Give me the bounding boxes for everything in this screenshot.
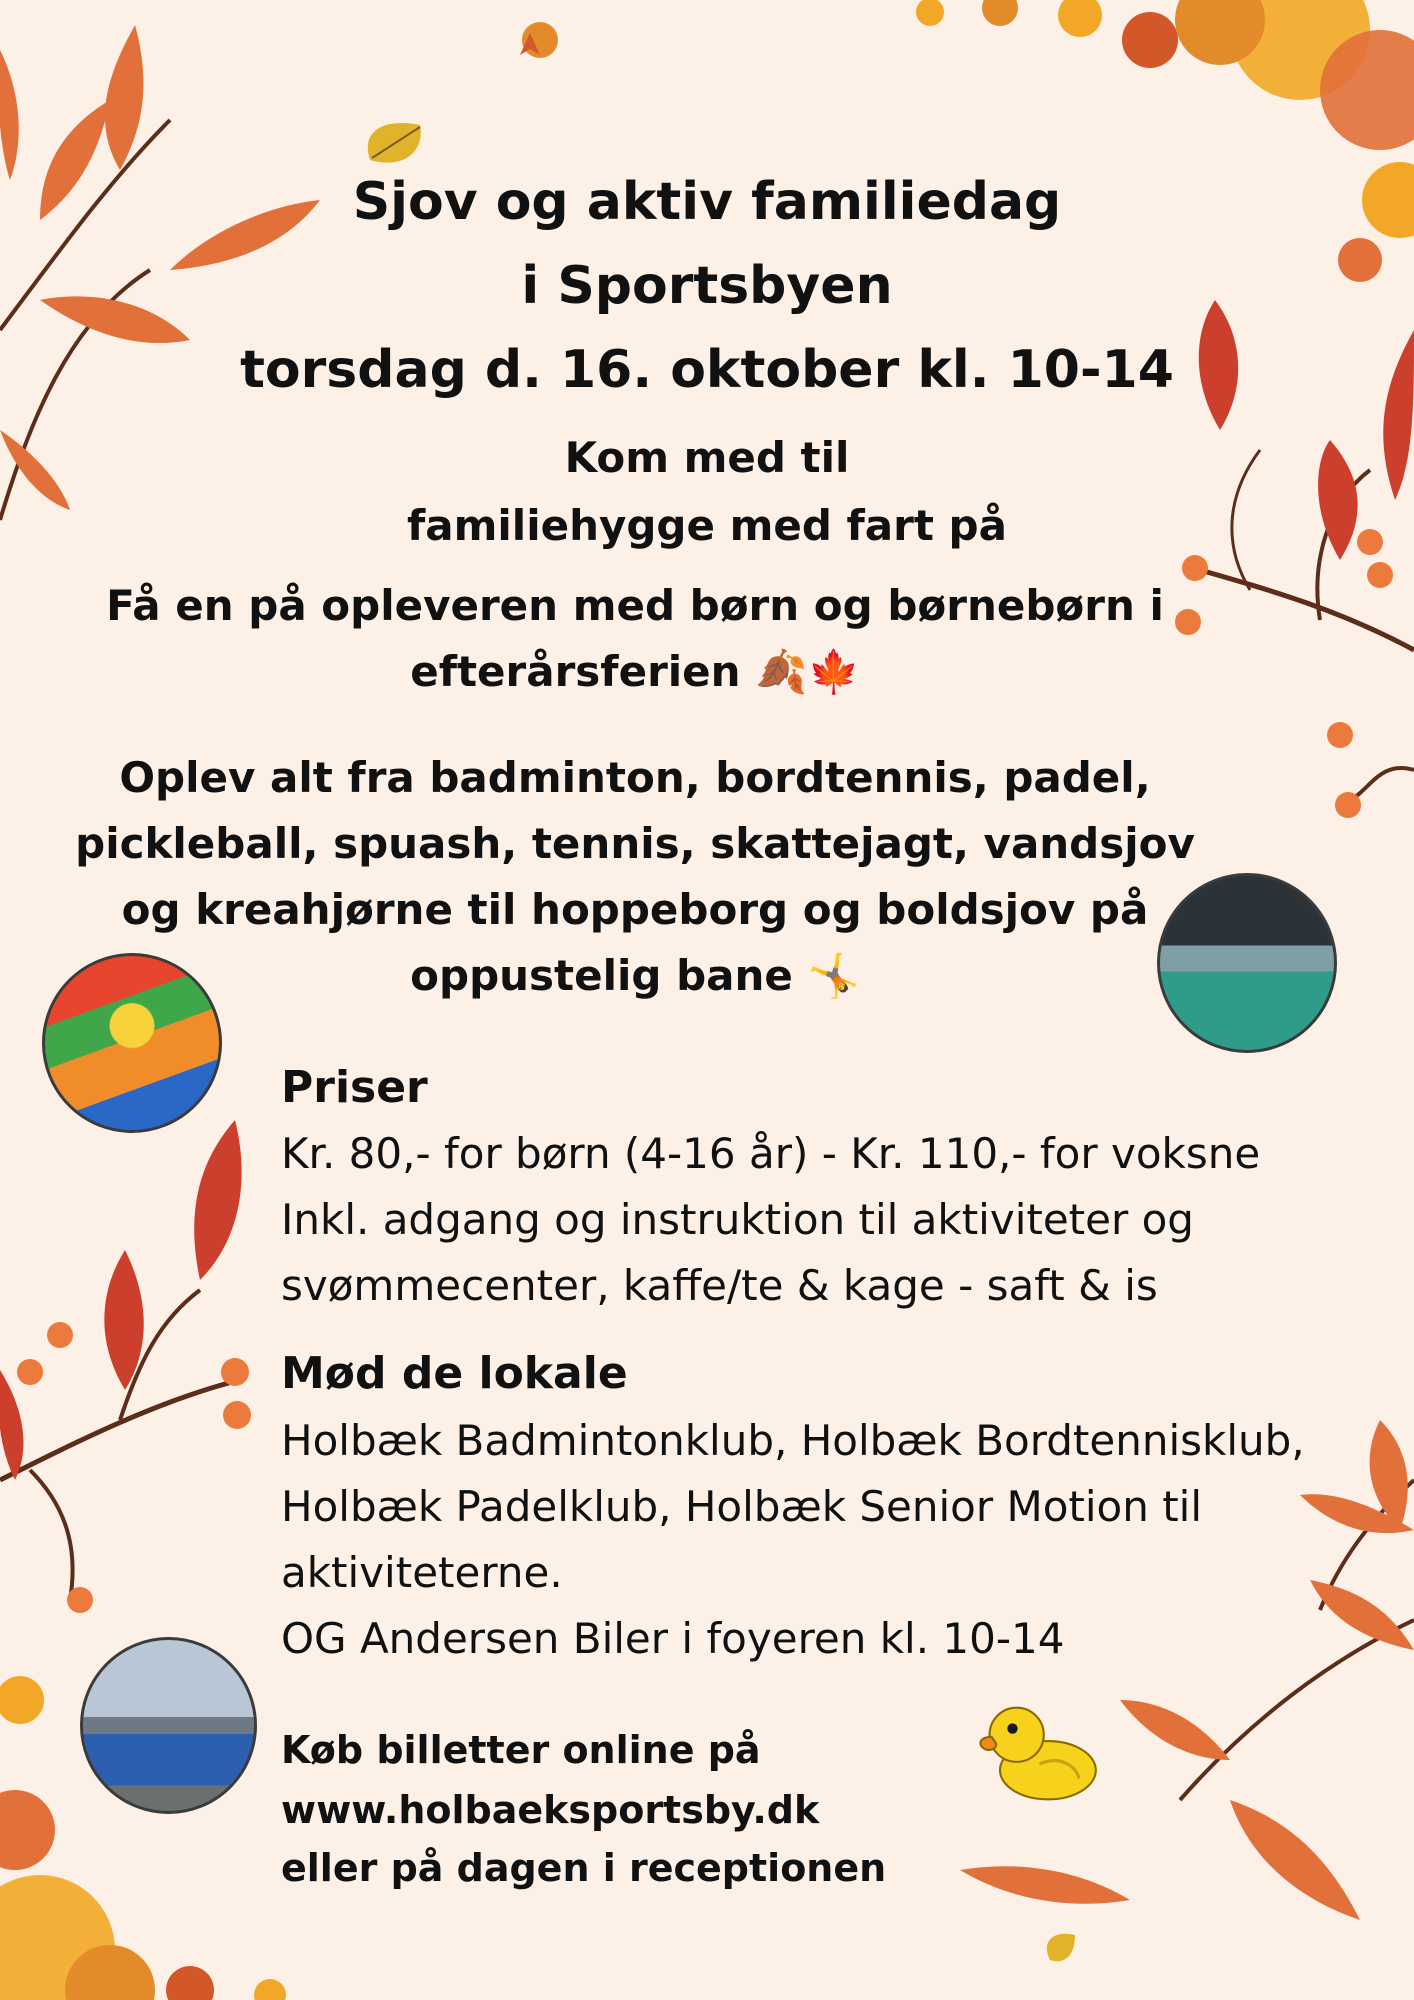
locals-line-1: Holbæk Badmintonklub, Holbæk Bordtennisklub, [281, 1416, 1305, 1465]
invite-line-4 [60, 638, 1210, 706]
locals-line-2: Holbæk Padelklub, Holbæk Senior Motion til [281, 1482, 1203, 1531]
activities-line-4-text: oppustelig bane [410, 951, 793, 1000]
invite-line-1: Kom med til [564, 433, 850, 482]
title-line-2: i Sportsbyen [521, 256, 893, 316]
invite-line-2: familiehygge med fart på [407, 501, 1007, 550]
gold-leaf [368, 123, 421, 163]
cartwheel-icon: 🤸 [807, 951, 860, 1000]
tickets-line-1: Køb billetter online på [281, 1728, 761, 1772]
locals-line-3: aktiviteterne. [281, 1548, 563, 1597]
prices-heading: Priser [281, 1062, 428, 1113]
activities-line-1: Oplev alt fra badminton, bordtennis, padel, [119, 753, 1151, 802]
prices-line-3: svømmecenter, kaffe/te & kage - saft & is [281, 1261, 1158, 1310]
prices-line-2: Inkl. adgang og instruktion til aktiviteter og [281, 1195, 1194, 1244]
activities-line-2: pickleball, spuash, tennis, skattejagt, vandsjov [75, 819, 1195, 868]
tickets-line-3: eller på dagen i receptionen [281, 1846, 887, 1890]
title-date: torsdag d. 16. oktober kl. 10-14 [240, 340, 1174, 400]
padel-court-photo [80, 1637, 257, 1814]
activities-line-4 [60, 942, 1210, 1010]
invite-line-3: Få en på opleveren med børn og børnebørn i [106, 581, 1164, 630]
prices-line-1: Kr. 80,- for børn (4-16 år) - Kr. 110,- for voksne [281, 1129, 1261, 1178]
locals-heading: Mød de lokale [281, 1348, 628, 1399]
activities-line-3: og kreahjørne til hoppeborg og boldsjov på [121, 885, 1149, 934]
tickets-url[interactable]: www.holbaeksportsby.dk [281, 1788, 820, 1832]
rubber-duck-icon [975, 1695, 1100, 1810]
left-red-branch [0, 1120, 251, 1613]
event-title [0, 160, 1414, 412]
locals-line-4: OG Andersen Biler i foyeren kl. 10-14 [281, 1614, 1065, 1663]
fallen-leaves-icon: 🍂🍁 [755, 647, 860, 696]
invite-line-4-text: efterårsferien [410, 647, 741, 696]
title-line-1: Sjov og aktiv familiedag [352, 172, 1062, 232]
